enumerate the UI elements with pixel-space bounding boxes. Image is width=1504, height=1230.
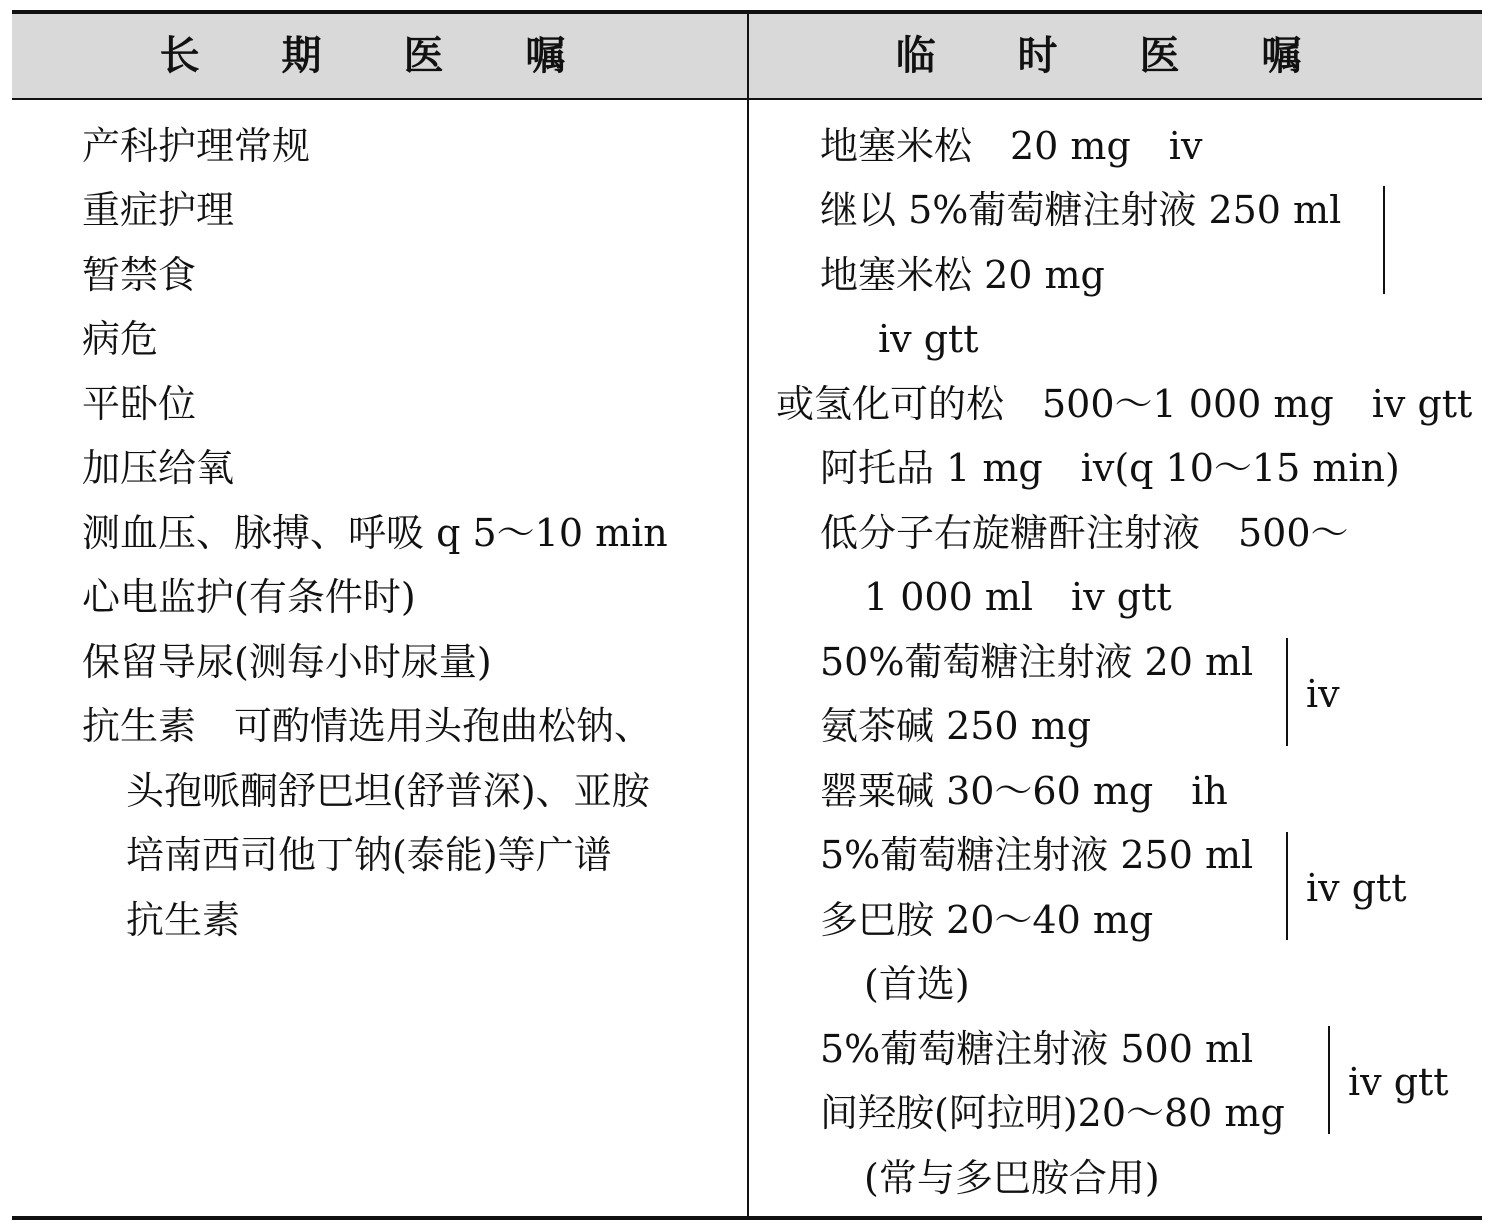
temp-order-route: iv gtt (1306, 866, 1407, 910)
long-term-order-item: 培南西司他丁钠(泰能)等广谱 (126, 833, 612, 877)
long-term-order-item: 测血压、脉搏、呼吸 q 5～10 min (82, 511, 668, 555)
medical-orders-table (12, 10, 1482, 1220)
long-term-order-item: 重症护理 (82, 188, 235, 232)
temp-order-glucose50: 50%葡萄糖注射液 20 ml (820, 640, 1254, 684)
long-term-order-item: 心电监护(有条件时) (82, 575, 416, 619)
column-divider (747, 14, 749, 1216)
temp-order-glucose5-500: 5%葡萄糖注射液 500 ml (820, 1027, 1254, 1071)
grouping-bracket (1286, 832, 1288, 940)
table-bottom-rule (12, 1216, 1482, 1220)
temp-order-dextran-cont: 1 000 ml iv gtt (864, 575, 1172, 619)
temp-order-note: (首选) (864, 962, 970, 1006)
long-term-order-item: 暂禁食 (82, 253, 197, 297)
long-term-order-item: 抗生素 (126, 898, 241, 942)
long-term-order-item: 保留导尿(测每小时尿量) (82, 640, 492, 684)
long-term-order-item: 加压给氧 (82, 446, 235, 490)
grouping-bracket (1383, 186, 1385, 294)
long-term-order-item: 头孢哌酮舒巴坦(舒普深)、亚胺 (126, 769, 650, 813)
temp-order-morphine: 罂粟碱 30～60 mg ih (820, 769, 1228, 813)
long-term-order-item: 产科护理常规 (82, 124, 311, 168)
grouping-bracket (1286, 638, 1288, 746)
temp-order-dopamine: 多巴胺 20～40 mg (820, 898, 1154, 942)
temp-order-dextran: 低分子右旋糖酐注射液 500～ (820, 511, 1349, 555)
temp-order-aminophylline: 氨茶碱 250 mg (820, 704, 1092, 748)
temp-order-route: iv gtt (1348, 1060, 1449, 1104)
temp-order-dexamethasone-iv: 地塞米松 20 mg iv (820, 124, 1203, 168)
temp-order-dexamethasone-mix: 地塞米松 20 mg (820, 253, 1105, 297)
temp-order-followed-glucose: 继以 5%葡萄糖注射液 250 ml (820, 188, 1342, 232)
long-term-order-item: 抗生素 可酌情选用头孢曲松钠、 (82, 704, 653, 748)
header-temporary-orders: 临 时 医 嘱 (895, 33, 1336, 79)
temp-order-metaraminol: 间羟胺(阿拉明)20～80 mg (820, 1091, 1285, 1135)
temp-order-note: (常与多巴胺合用) (864, 1156, 1160, 1200)
long-term-order-item: 平卧位 (82, 382, 197, 426)
long-term-order-item: 病危 (82, 317, 159, 361)
temp-order-glucose5-250: 5%葡萄糖注射液 250 ml (820, 833, 1254, 877)
temp-order-route: iv gtt (878, 317, 979, 361)
grouping-bracket (1328, 1026, 1330, 1134)
temp-order-hydrocortisone: 或氢化可的松 500～1 000 mg iv gtt (776, 382, 1473, 426)
header-long-term-orders: 长 期 医 嘱 (159, 33, 600, 79)
temp-order-route: iv (1306, 672, 1340, 716)
temp-order-atropine: 阿托品 1 mg iv(q 10～15 min) (820, 446, 1400, 490)
